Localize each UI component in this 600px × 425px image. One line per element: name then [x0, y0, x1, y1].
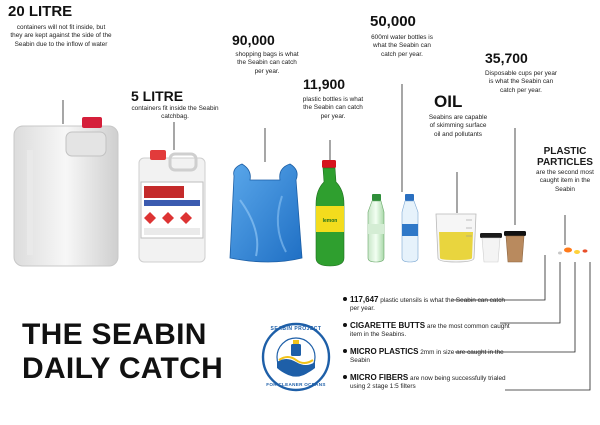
litre20-text: containers will not fit inside, but they are kept against the side of the Seabin due to the inflow of water: [10, 24, 112, 48]
plastic-particles: [558, 248, 588, 255]
litre5-text: containers fit inside the Seabin catchbag.: [131, 105, 219, 121]
water-bottle-green: [368, 194, 384, 262]
container-5l: [139, 150, 205, 262]
oil-title: OIL: [434, 92, 463, 111]
bottles-text: plastic bottles is what the Seabin can catch per year.: [302, 96, 364, 120]
main-title-line1: THE SEABIN: [22, 318, 207, 351]
disposable-cups: [480, 231, 526, 262]
bullet-dot: [343, 323, 347, 327]
bags-title: 90,000: [232, 32, 275, 48]
particles-title-line2: PARTICLES: [537, 157, 593, 168]
particles-block: [532, 146, 598, 194]
bullet-text: are the most common caught item in the Seabins.: [350, 323, 510, 339]
bullet-dot: [343, 375, 347, 379]
oil-beaker: [436, 214, 476, 262]
bullet-bold: 117,647: [350, 295, 379, 304]
bullet-micro-plastics: [350, 348, 510, 366]
logo-top-text: SEABIN PROJECT: [270, 326, 322, 332]
bullet-bold: CIGARETTE BUTTS: [350, 321, 426, 330]
jerry-can-20l: [14, 117, 118, 266]
bullet-bold: MICRO PLASTICS: [350, 347, 419, 356]
soda-bottle: [316, 160, 344, 266]
bullet-dot: [343, 349, 347, 353]
litre20-title: 20 LITRE: [8, 3, 73, 20]
bullet-text: are now being successfully trialed using 2 stage 1:5 filters: [350, 375, 506, 391]
bullet-bold: MICRO FIBERS: [350, 373, 409, 382]
bullet-dot: [343, 297, 347, 301]
water-bottles-text: 600ml water bottles is what the Seabin can catch per year.: [371, 34, 433, 58]
litre5-title: 5 LITRE: [131, 88, 184, 104]
bullet-utensils: [350, 296, 510, 314]
bullet-text: plastic utensils is what the Seabin can catch per year.: [350, 297, 505, 313]
cups-text: Disposable cups per year is what the Seabin can catch per year.: [484, 70, 558, 94]
cups-title: 35,700: [485, 50, 528, 66]
water-bottles-title: 50,000: [370, 13, 416, 30]
water-bottle-blue: [402, 194, 418, 262]
svg-text:lemon: lemon: [322, 218, 338, 224]
bullet-micro-fibers: [350, 374, 520, 392]
bags-text: shopping bags is what the Seabin can catch per year.: [235, 51, 299, 75]
particles-text: are the second most caught item in the Seabin: [536, 169, 594, 193]
particles-title-line1: PLASTIC: [543, 146, 587, 157]
bottles-title: 11,900: [303, 76, 346, 92]
oil-text: Seabins are capable of skimming surface oil and pollutants: [428, 114, 488, 138]
seabin-logo: [263, 324, 329, 390]
logo-bottom-text: FOR CLEANER OCEANS: [266, 382, 326, 387]
bullet-cigarette-butts: [350, 322, 510, 340]
main-title-line2: DAILY CATCH: [22, 352, 224, 385]
bullet-text: 2mm in size are caught in the Seabin: [350, 349, 504, 365]
shopping-bag: [230, 164, 302, 262]
